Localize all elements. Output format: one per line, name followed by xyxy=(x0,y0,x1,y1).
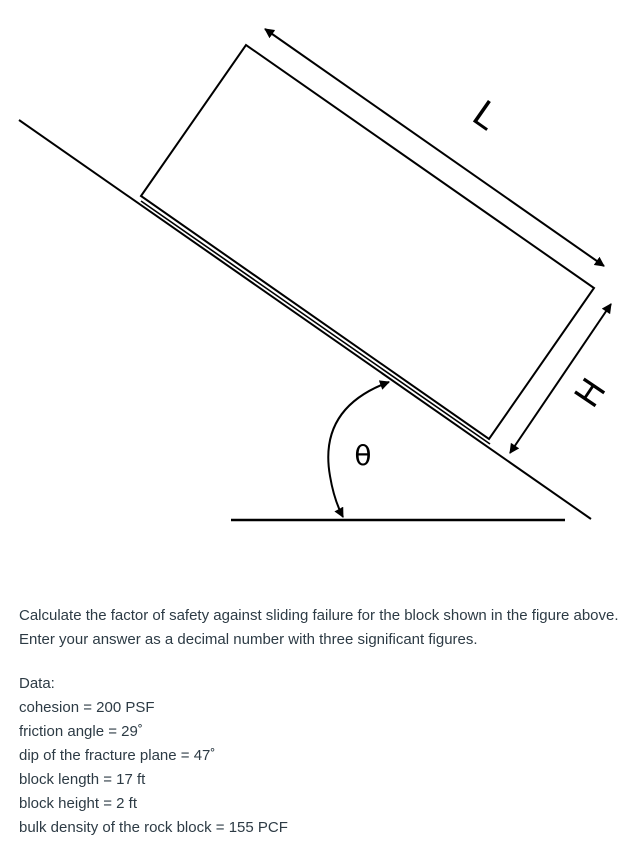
data-list xyxy=(19,696,619,840)
data-bulk-density: bulk density of the rock block = 155 PCF xyxy=(19,819,288,836)
data-dip: dip of the fracture plane = 47˚ xyxy=(19,747,216,764)
length-label: L xyxy=(464,93,505,139)
height-label: H xyxy=(567,371,615,415)
slope-line xyxy=(19,120,591,519)
data-cohesion: cohesion = 200 PSF xyxy=(19,699,155,716)
data-block-length: block length = 17 ft xyxy=(19,771,146,788)
data-heading: Data: xyxy=(19,675,55,692)
question-paragraph: Calculate the factor of safety against sliding failure for the block shown in the figure above. Enter your answer as a decimal number with three significant figures. xyxy=(19,607,619,648)
fracture-plane-line xyxy=(141,201,490,444)
length-dimension-arrow xyxy=(265,29,604,266)
angle-label: θ xyxy=(354,439,372,472)
problem-text xyxy=(19,604,619,840)
data-friction-angle: friction angle = 29˚ xyxy=(19,723,143,740)
height-dimension-arrow xyxy=(510,304,611,453)
rock-block xyxy=(141,45,594,439)
data-block-height: block height = 2 ft xyxy=(19,795,137,812)
